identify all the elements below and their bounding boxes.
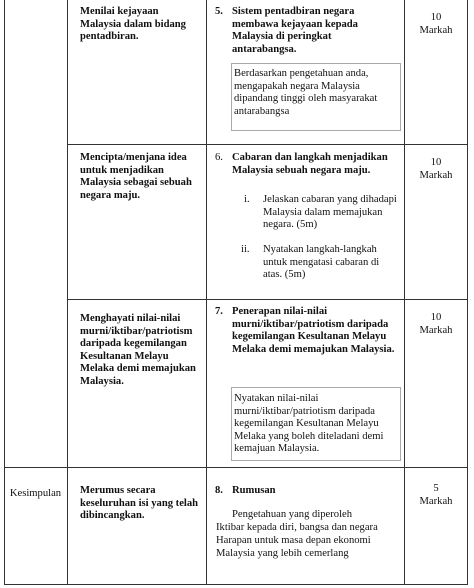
column-divider-1 [67, 0, 68, 585]
row-divider-2 [67, 299, 468, 300]
skill-text: Menghayati nilai-nilai murni/iktibar/patriotism daripada kegemilangan Kesultanan Melayu Melaka demi memajukan Malaysia. [80, 313, 196, 387]
question-body: Nyatakan nilai-nilai murni/iktibar/patriotism daripada kegemilangan Kesultanan Melayu Melaka yang boleh diteladani demi kemajuan Malaysia. [234, 393, 384, 455]
sub-question-label: ii. [241, 244, 250, 255]
skill-text: Menilai kejayaan Malaysia dalam bidang pentadbiran. [80, 6, 186, 43]
question-body-line: Harapan untuk masa depan ekonomi [216, 535, 371, 546]
skill-text: Merumus secara keseluruhan isi yang telah dibincangkan. [80, 485, 199, 522]
question-body: Berdasarkan pengetahuan anda, mengapakah negara Malaysia dipandang tinggi oleh masyarakat antarabangsa [234, 68, 378, 117]
question-title: Penerapan nilai-nilai murni/iktibar/patriotism daripada kegemilangan Kesultanan Melayu Melaka demi memajukan Malaysia. [232, 306, 395, 355]
row-divider-3 [4, 467, 468, 468]
sub-question-label: i. [244, 194, 250, 205]
question-title: Rumusan [232, 485, 276, 496]
question-number: 5. [215, 6, 223, 17]
skill-text: Mencipta/menjana idea untuk menjadikan Malaysia sebagai sebuah negara maju. [80, 152, 192, 201]
mark-unit: Markah [419, 25, 453, 36]
question-number: 8. [215, 485, 223, 496]
column-divider-2 [206, 0, 207, 585]
question-body-line: Pengetahuan yang diperoleh [232, 509, 353, 520]
mark-number: 10 [430, 12, 442, 23]
sub-question-text: Nyatakan langkah-langkah untuk mengatasi cabaran di atas. (5m) [263, 244, 380, 281]
mark-number: 5 [433, 483, 439, 494]
table-border-right [467, 0, 468, 585]
mark-unit: Markah [419, 170, 453, 181]
sub-question-text: Jelaskan cabaran yang dihadapi Malaysia dalam memajukan negara. (5m) [263, 194, 397, 231]
mark-unit: Markah [419, 496, 453, 507]
question-number: 7. [215, 306, 223, 317]
mark-unit: Markah [419, 325, 453, 336]
question-title: Cabaran dan langkah menjadikan Malaysia sebuah negara maju. [232, 152, 388, 176]
question-number: 6. [215, 152, 223, 163]
question-body-line: Malaysia yang lebih cemerlang [216, 548, 349, 559]
question-title: Sistem pentadbiran negara membawa kejayaan kepada Malaysia di peringkat antarabangsa. [232, 6, 358, 55]
row-divider-1 [67, 144, 468, 145]
mark-number: 10 [430, 157, 442, 168]
mark-number: 10 [430, 312, 442, 323]
table-border-bottom [4, 584, 468, 585]
section-label: Kesimpulan [9, 488, 62, 499]
question-body-line: Iktibar kepada diri, bangsa dan negara [216, 522, 378, 533]
